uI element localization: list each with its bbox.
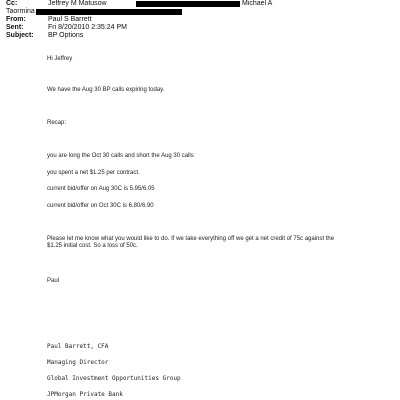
- sent-value: Fri 8/20/2010 2:35:24 PM: [48, 24, 127, 31]
- cc-value: Jeffrey M Matusow: [48, 0, 107, 7]
- signature-title: Managing Director: [47, 359, 109, 366]
- signature-name: Paul Barrett, CFA: [47, 343, 109, 350]
- sent-label: Sent:: [6, 24, 24, 31]
- cc-value-right: Michael A: [242, 0, 273, 7]
- from-value: Paul S Barrett: [48, 16, 92, 23]
- body-line-4: current bid/offer on Aug 30C is 5.95/6.05: [47, 186, 155, 192]
- greeting: Hi Jeffrey: [47, 56, 73, 62]
- cc-label: Cc:: [6, 0, 18, 7]
- sent-row: [6, 24, 127, 32]
- cc-row: [6, 0, 107, 8]
- subject-label: Subject:: [6, 32, 34, 39]
- recap-heading: Recap:: [47, 120, 67, 126]
- cc-value-cont: Taormina: [6, 8, 35, 15]
- body-line-2: you are long the Oct 30 calls and short the Aug 30 calls: [47, 153, 194, 159]
- redaction-bar-1: [136, 1, 240, 7]
- closing-name: Paul: [47, 278, 60, 284]
- signature-group: Global Investment Opportunities Group: [47, 375, 181, 382]
- redaction-bar-2: [36, 9, 182, 15]
- subject-row: [6, 32, 83, 40]
- body-line-6: Please let me know what you would like to do. If we take everything off we get a net credit of 75c against the $1.25 initial cost. So a loss of 50c.: [47, 236, 335, 249]
- signature-company: JPMorgan Private Bank: [47, 391, 123, 398]
- subject-value: BP Options: [48, 32, 84, 39]
- from-row: [6, 16, 92, 24]
- body-line-3: you spent a net $1.25 per contract.: [47, 170, 140, 176]
- from-label: From:: [6, 16, 26, 23]
- body-line-5: current bid/offer on Oct 30C is 6.80/6.90: [47, 203, 154, 209]
- body-line-1: We have the Aug 30 BP calls expiring today.: [47, 87, 165, 93]
